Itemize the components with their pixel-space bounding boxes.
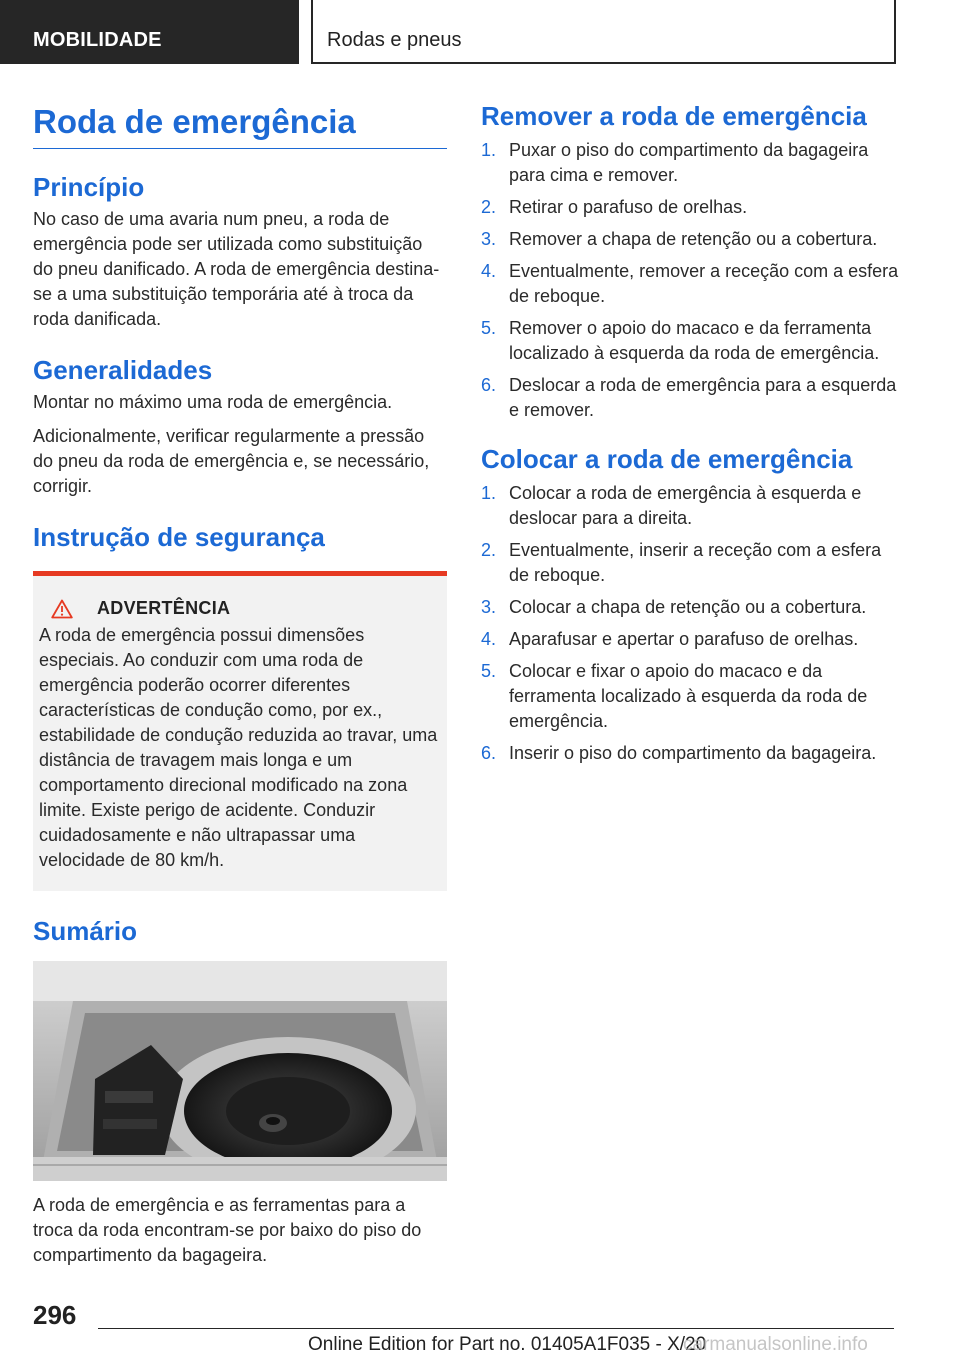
step-number: 6. [481,375,497,395]
steps-remover [481,138,901,423]
warning-title: ADVERTÊNCIA [97,598,231,618]
header-chapter-label: Rodas e pneus [327,29,462,51]
step-text: Remover a chapa de retenção ou a cobertura. [509,229,878,249]
step-text: Colocar e fixar o apoio do macaco e da ferramenta localizado à esquerda da roda de emergência. [509,661,868,731]
step-number: 4. [481,261,497,281]
header-chapter-tab [311,0,896,64]
list-item [481,195,901,220]
step-text: Eventualmente, inserir a receção com a esfera de reboque. [509,540,882,585]
step-text: Colocar a roda de emergência à esquerda e deslocar para a direita. [509,483,862,528]
watermark: carmanualsonline.info [683,1334,868,1355]
step-number: 2. [481,540,497,560]
header-section-tab [0,0,299,64]
step-text: Remover o apoio do macaco e da ferramenta localizado à esquerda da roda de emergência. [509,318,880,363]
step-text: Puxar o piso do compartimento da bagageira para cima e remover. [509,140,869,185]
left-column [33,100,447,1277]
list-item [481,316,901,366]
list-item [481,595,901,620]
list-item [481,259,901,309]
heading-principio: Princípio [33,172,145,202]
right-column [481,100,901,773]
step-text: Aparafusar e apertar o parafuso de orelhas. [509,629,859,649]
warning-text: A roda de emergência possui dimensões especiais. Ao conduzir com uma roda de emergência poderão ocorrer diferentes características de condução como, por ex., estabilidade de condução reduzida ao travar, uma distância de travagem mais longa e um comportamento direcional modificado na zona limite. Existe perigo de acidente. Conduzir cuidadosamente e não ultrapassar uma velocidade de 80 km/h. [39,625,438,870]
step-text: Colocar a chapa de retenção ou a cobertura. [509,597,867,617]
heading-sumario: Sumário [33,916,138,946]
list-item [481,481,901,531]
page-number: 296 [33,1300,77,1330]
photo-caption: A roda de emergência e as ferramentas para a troca da roda encontram-se por baixo do piso do compartimento da bagageira. [33,1195,422,1265]
step-number: 4. [481,629,497,649]
steps-colocar [481,481,901,766]
text-generalidades-1: Montar no máximo uma roda de emergência. [33,392,393,412]
warning-triangle-icon [51,599,73,619]
text-principio: No caso de uma avaria num pneu, a roda de emergência pode ser utilizada como substituição do pneu danificado. A roda de emergência destina-se a uma substituição temporária até à troca da roda danificada. [33,209,440,329]
heading-colocar: Colocar a roda de emergência [481,444,853,474]
step-number: 1. [481,483,497,503]
step-text: Inserir o piso do compartimento da bagageira. [509,743,877,763]
list-item [481,659,901,734]
list-item [481,741,901,766]
step-text: Deslocar a roda de emergência para a esquerda e remover. [509,375,897,420]
step-number: 5. [481,318,497,338]
footer-divider [98,1328,894,1329]
list-item [481,227,901,252]
text-generalidades-2: Adicionalmente, verificar regularmente a pressão do pneu da roda de emergência e, se necessário, corrigir. [33,426,430,496]
step-number: 3. [481,597,497,617]
header-section-label: MOBILIDADE [33,29,162,51]
step-text: Eventualmente, remover a receção com a esfera de reboque. [509,261,899,306]
list-item [481,627,901,652]
step-number: 6. [481,743,497,763]
footer-edition: Online Edition for Part no. 01405A1F035 - X/20 [308,1334,707,1355]
heading-generalidades: Generalidades [33,355,213,385]
step-number: 3. [481,229,497,249]
list-item [481,373,901,423]
page-title: Roda de emergência [33,100,447,149]
spare-wheel-photo [33,961,447,1181]
warning-box [33,571,447,891]
step-number: 1. [481,140,497,160]
step-text: Retirar o parafuso de orelhas. [509,197,748,217]
warning-header [39,598,439,619]
step-number: 2. [481,197,497,217]
step-number: 5. [481,661,497,681]
list-item [481,138,901,188]
heading-seguranca: Instrução de segurança [33,522,325,552]
heading-remover: Remover a roda de emergência [481,101,867,131]
list-item [481,538,901,588]
